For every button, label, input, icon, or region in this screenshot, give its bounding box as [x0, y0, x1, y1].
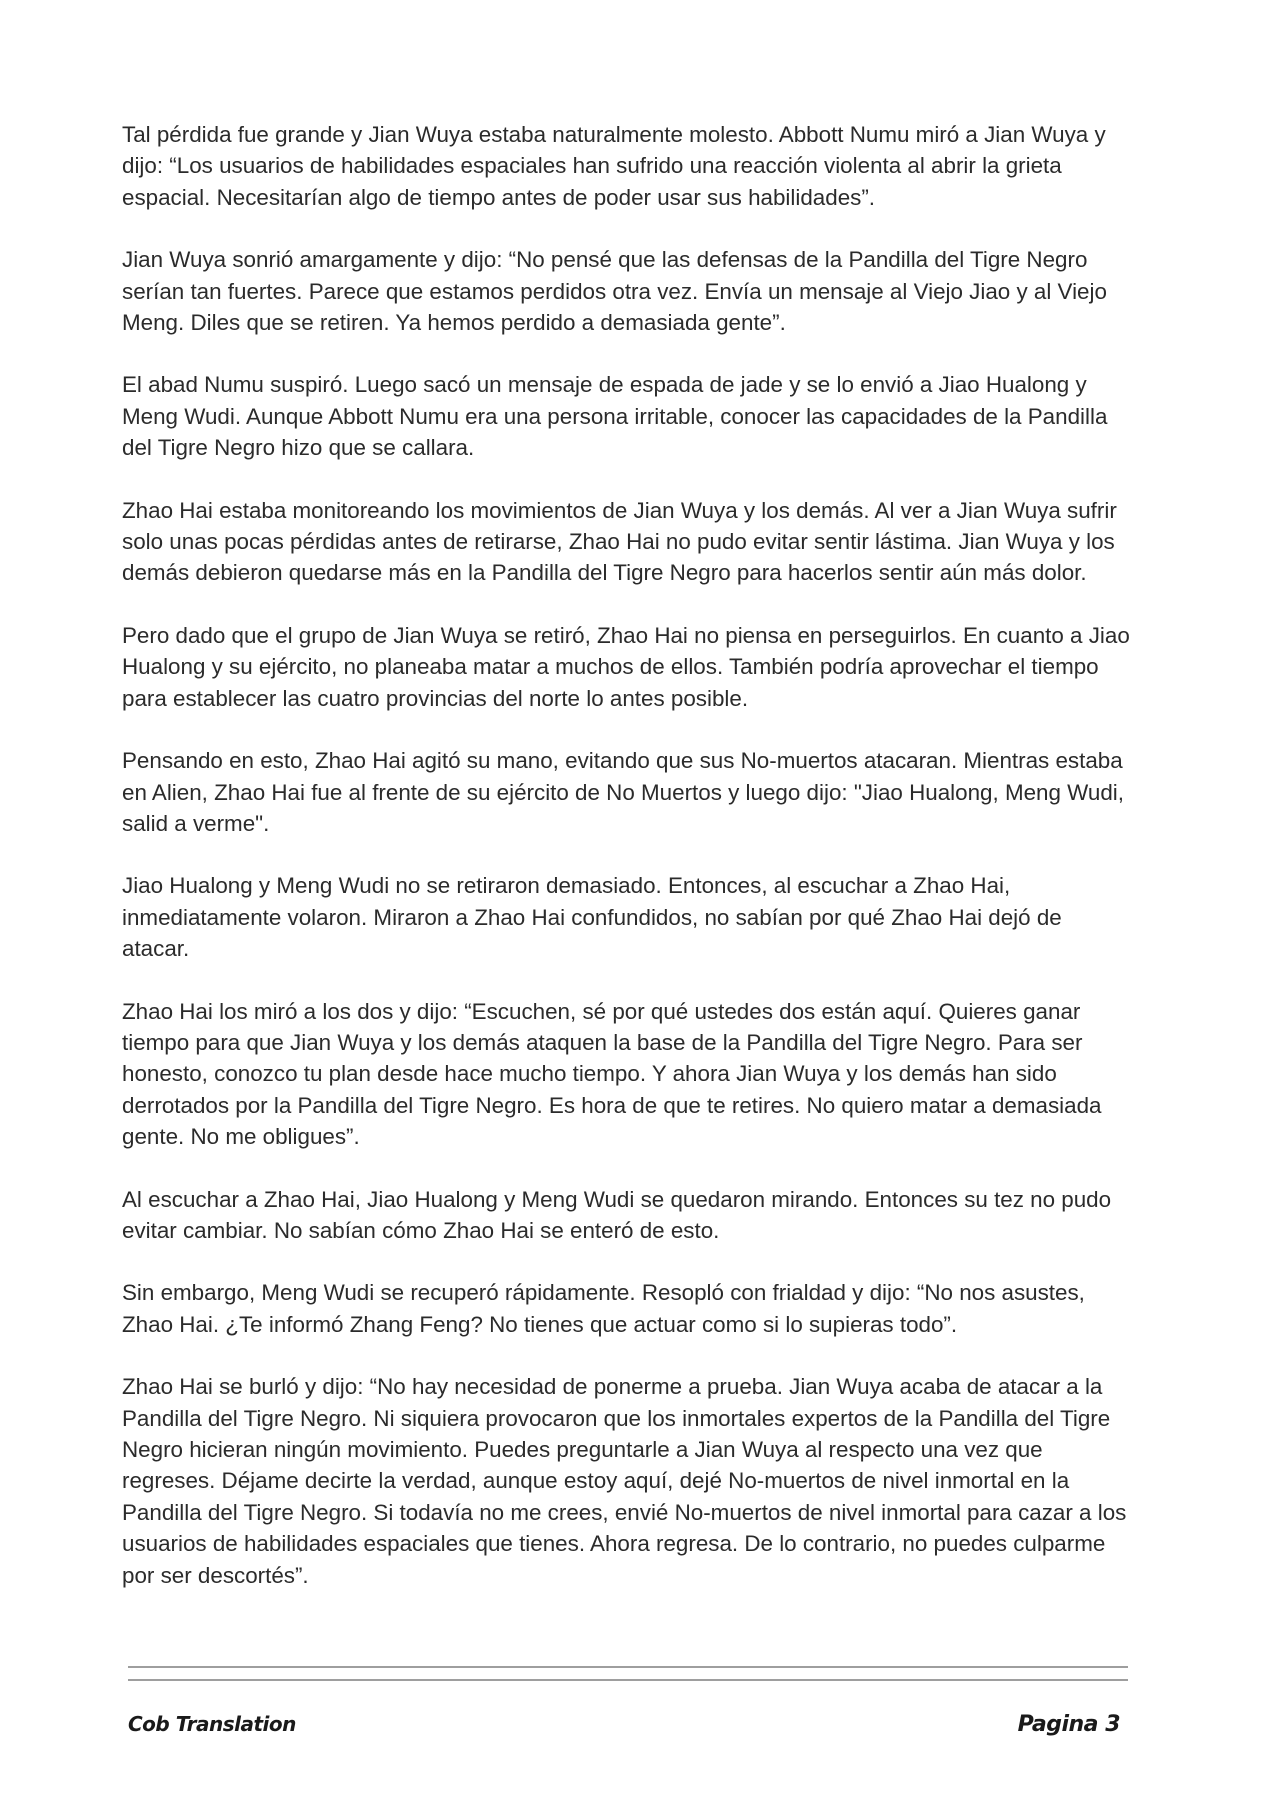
paragraph: Zhao Hai se burló y dijo: “No hay necesidad de ponerme a prueba. Jian Wuya acaba de atacar a la Pandilla del Tigre Negro. Ni siquiera provocaron que los inmortales expertos de la Pandilla del Tigre Negro hicieran ningún movimiento. Puedes preguntarle a Jian Wuya al respecto una vez que regreses. Déjame decirte la verdad, aunque estoy aquí, dejé No-muertos de nivel inmortal en la Pandilla del Tigre Negro. Si todavía no me crees, envié No-muertos de nivel inmortal para cazar a los usuarios de habilidades espaciales que tienes. Ahora regresa. De lo contrario, no puedes culparme por ser descortés”.: [122, 1374, 1127, 1588]
paragraph: Sin embargo, Meng Wudi se recuperó rápidamente. Resopló con frialdad y dijo: “No nos asustes, Zhao Hai. ¿Te informó Zhang Feng? No tienes que actuar como si lo supieras todo”.: [122, 1280, 1085, 1337]
footer-page-number: Pagina 3: [1017, 1712, 1120, 1737]
paragraph: Zhao Hai los miró a los dos y dijo: “Escuchen, sé por qué ustedes dos están aquí. Quieres ganar tiempo para que Jian Wuya y los demás ataquen la base de la Pandilla del Tigre Negro. Para ser honesto, conozco tu plan desde hace mucho tiempo. Y ahora Jian Wuya y los demás han sido derrotados por la Pandilla del Tigre Negro. Es hora de que te retires. No quiero matar a demasiada gente. No me obligues”.: [122, 998, 1102, 1150]
paragraph: El abad Numu suspiró. Luego sacó un mensaje de espada de jade y se lo envió a Jiao Hualong y Meng Wudi. Aunque Abbott Numu era una persona irritable, conocer las capacidades de la Pandilla del Tigre Negro hizo que se callara.: [122, 372, 1108, 461]
paragraph: Pensando en esto, Zhao Hai agitó su mano, evitando que sus No-muertos atacaran. Mientras estaba en Alien, Zhao Hai fue al frente de su ejército de No Muertos y luego dijo: "Jiao Hualong, Meng Wudi, salid a verme".: [122, 748, 1125, 836]
paragraph: Pero dado que el grupo de Jian Wuya se retiró, Zhao Hai no piensa en perseguirlos. En cuanto a Jiao Hualong y su ejército, no planeaba matar a muchos de ellos. También podría aprovechar el tiempo para establecer las cuatro provincias del norte lo antes posible.: [122, 622, 1130, 711]
page-body: [122, 119, 1132, 1622]
paragraph: Al escuchar a Zhao Hai, Jiao Hualong y Meng Wudi se quedaron mirando. Entonces su tez no pudo evitar cambiar. No sabían cómo Zhao Hai se enteró de esto.: [122, 1186, 1112, 1243]
footer-translator-credit: Cob Translation: [128, 1712, 296, 1736]
footer-divider: [128, 1679, 1128, 1681]
paragraph: Tal pérdida fue grande y Jian Wuya estaba naturalmente molesto. Abbott Numu miró a Jian Wuya y dijo: “Los usuarios de habilidades espaciales han sufrido una reacción violenta al abrir la grieta espacial. Necesitarían algo de tiempo antes de poder usar sus habilidades”.: [122, 122, 1106, 210]
paragraph: Jian Wuya sonrió amargamente y dijo: “No pensé que las defensas de la Pandilla del Tigre Negro serían tan fuertes. Parece que estamos perdidos otra vez. Envía un mensaje al Viejo Jiao y al Viejo Meng. Diles que se retiren. Ya hemos perdido a demasiada gente”.: [122, 247, 1107, 336]
paragraph: Jiao Hualong y Meng Wudi no se retiraron demasiado. Entonces, al escuchar a Zhao Hai, inmediatamente volaron. Miraron a Zhao Hai confundidos, no sabían por qué Zhao Hai dejó de atacar.: [122, 873, 1062, 962]
footer-divider: [128, 1666, 1128, 1668]
paragraph: Zhao Hai estaba monitoreando los movimientos de Jian Wuya y los demás. Al ver a Jian Wuya sufrir solo unas pocas pérdidas antes de retirarse, Zhao Hai no pudo evitar sentir lástima. Jian Wuya y los demás debieron quedarse más en la Pandilla del Tigre Negro para hacerlos sentir aún más dolor.: [122, 497, 1117, 586]
